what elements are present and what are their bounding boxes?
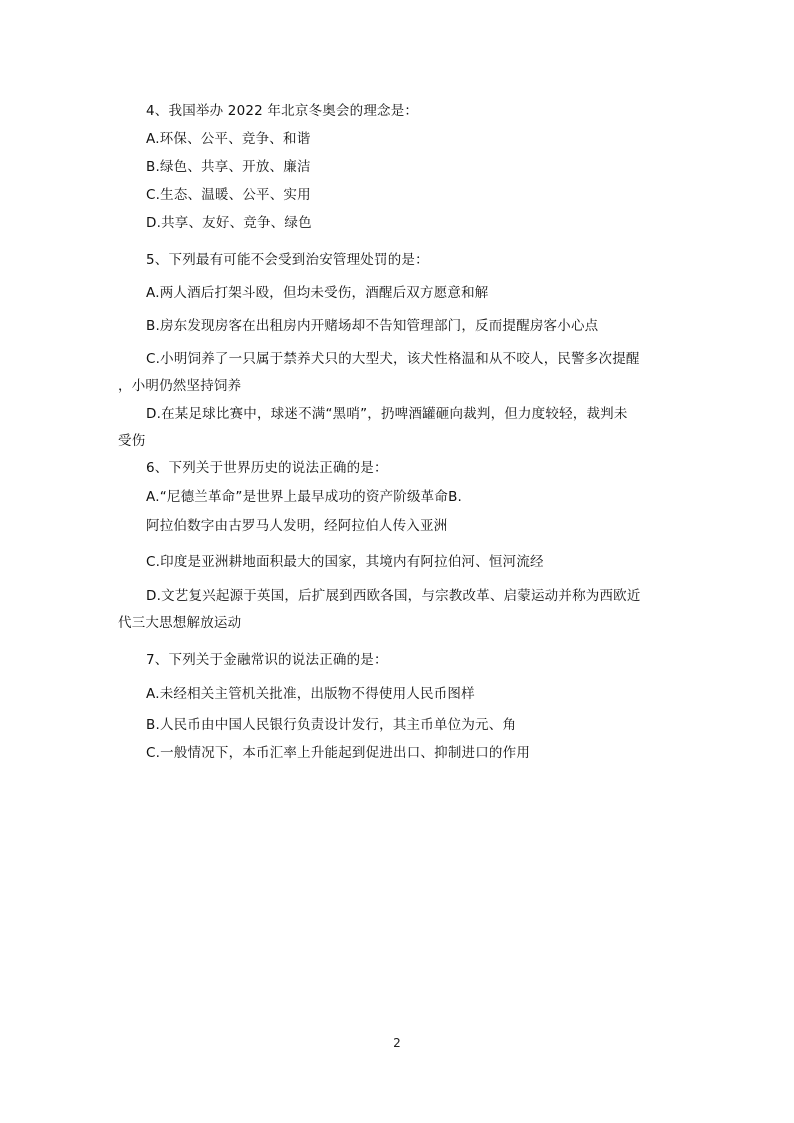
question-7-stem: 7、下列关于金融常识的说法正确的是： [146, 652, 388, 668]
question-6-option-c: C.印度是亚洲耕地面积最大的国家，其境内有阿拉伯河、恒河流经 [146, 554, 544, 570]
question-6-stem: 6、下列关于世界历史的说法正确的是： [146, 460, 388, 476]
question-5-option-a: A.两人酒后打架斗殴，但均未受伤，酒醒后双方愿意和解 [146, 285, 489, 301]
question-7-option-b: B.人民币由中国人民银行负责设计发行，其主币单位为元、角 [146, 717, 517, 733]
question-4-stem: 4、我国举办 2022 年北京冬奥会的理念是： [146, 103, 419, 119]
question-5-option-c-continued: ，小明仍然坚持饲养 [118, 378, 242, 394]
question-5-stem: 5、下列最有可能不会受到治安管理处罚的是： [146, 252, 429, 268]
question-6-option-a: A.“尼德兰革命”是世界上最早成功的资产阶级革命B. [146, 489, 463, 505]
question-5-option-d: D.在某足球比赛中，球迷不满“黑哨”，扔啤酒罐砸向裁判，但力度较轻，裁判未 [146, 406, 628, 422]
question-4-option-c: C.生态、温暖、公平、实用 [146, 187, 311, 203]
question-5-option-b: B.房东发现房客在出租房内开赌场却不告知管理部门，反而提醒房客小心点 [146, 318, 599, 334]
question-4-option-b: B.绿色、共享、开放、廉洁 [146, 159, 311, 175]
question-7-option-a: A.未经相关主管机关批准，出版物不得使用人民币图样 [146, 686, 475, 702]
question-5-option-d-continued: 受伤 [118, 433, 146, 449]
question-4-option-a: A.环保、公平、竞争、和谐 [146, 131, 311, 147]
question-5-option-c: C.小明饲养了一只属于禁养犬只的大型犬，该犬性格温和从不咬人，民警多次提醒 [146, 351, 640, 367]
question-7-option-c: C.一般情况下，本币汇率上升能起到促进出口、抑制进口的作用 [146, 745, 531, 761]
question-6-option-d-continued: 代三大思想解放运动 [118, 615, 242, 631]
page-number: 2 [393, 1036, 401, 1050]
question-6-option-b: 阿拉伯数字由古罗马人发明，经阿拉伯人传入亚洲 [146, 518, 448, 534]
question-6-option-d: D.文艺复兴起源于英国，后扩展到西欧各国，与宗教改革、启蒙运动并称为西欧近 [146, 588, 641, 604]
question-4-option-d: D.共享、友好、竞争、绿色 [146, 215, 312, 231]
